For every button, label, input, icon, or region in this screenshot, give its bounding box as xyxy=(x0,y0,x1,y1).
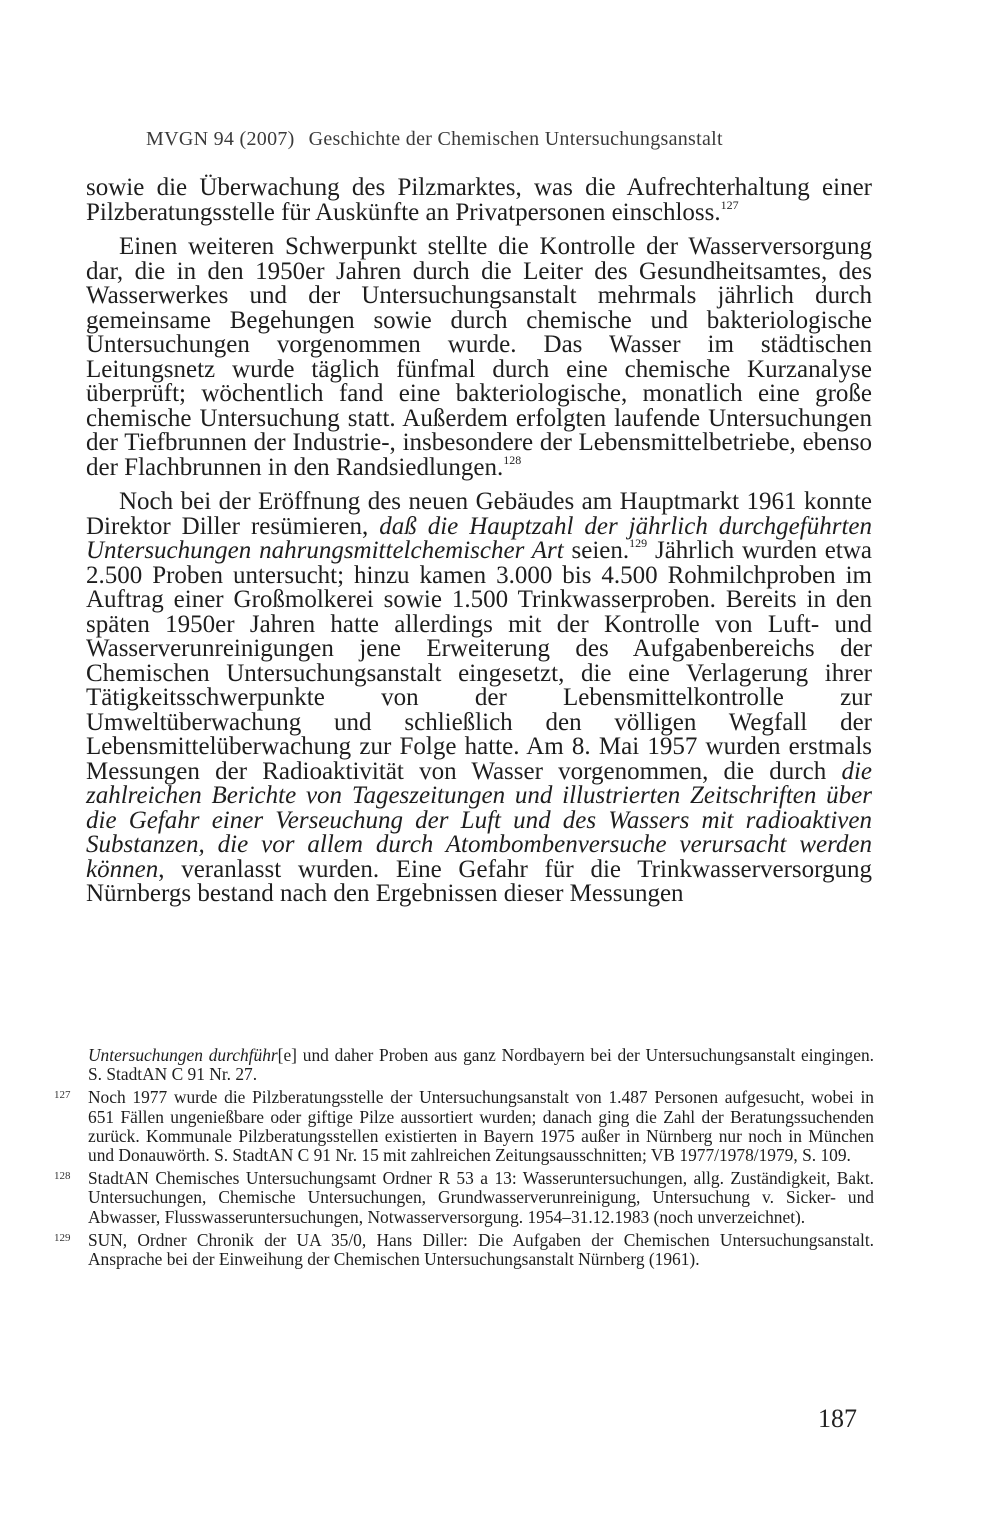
paragraph-text: Jährlich wurden etwa 2.500 Proben untersucht; hinzu kamen 3.000 bis 4.500 Rohmilchproben im Auftrag einer Großmolkerei sowie 1.500 Trinkwasserproben. Bereits in den späten 1950er Jahren hatte allerdings mit der Kontrolle von Luft- und Wasserverunreinigungen jene Erweiterung des Aufgabenbereichs der Chemischen Untersuchungsanstalt eingesetzt, die eine Verlagerung ihrer Tätigkeitsschwerpunkte von der Lebensmittelkontrolle zur Umweltüberwachung und schließlich den völligen Wegfall der Lebensmittelüberwachung zur Folge hatte. Am 8. Mai 1957 wurden erstmals Messungen der Radioaktivität von Wasser vorgenommen, die durch xyxy=(86,537,872,785)
footnote-ref-128[interactable]: 128 xyxy=(503,452,522,467)
quotation-italic: die zahlreichen Berichte von Tageszeitungen und illustrierten Zeitschriften über die Gefahr einer Verseuchung der Luft und des Wassers mit radioaktiven Substanzen, die vor allem durch Atombombenversuche verursacht werden können xyxy=(86,757,872,883)
footnote-129 xyxy=(54,1229,874,1270)
quotation-italic: daß die Hauptzahl der jährlich durchgeführten Untersuchungen nahrungsmittelchemischer Art xyxy=(86,512,872,564)
footnote-ref-129[interactable]: 129 xyxy=(629,536,648,550)
footnote-italic: Untersuchungen durchführ xyxy=(88,1045,278,1065)
footnote-128 xyxy=(54,1168,874,1227)
footnotes xyxy=(54,1045,874,1270)
paragraph-2 xyxy=(86,235,872,480)
footnote-ref-127[interactable]: 127 xyxy=(720,197,739,212)
paragraph-text: Einen weiteren Schwerpunkt stellte die Kontrolle der Wasserversorgung dar, die in den 1950er Jahren durch die Leiter des Gesundheitsamtes, des Wasserwerkes und der Untersuchungsanstalt mehrmals jährlich durch gemeinsame Begehungen sowie durch chemische und bakteriologische Untersuchungen vorgenommen wurde. Das Wasser im städtischen Leitungsnetz wurde täglich fünfmal durch eine chemische Kurzanalyse überprüft; wöchentlich fand eine bakteriologische, monatlich eine große chemische Untersuchung statt. Außerdem erfolgten laufende Untersuchungen der Tiefbrunnen der Industrie-, insbesondere der Lebensmittelbetriebe, ebenso der Flachbrunnen in den Randsiedlungen. xyxy=(86,233,872,481)
footnote-number: 127 xyxy=(54,1089,71,1102)
footnote-number: 128 xyxy=(54,1170,71,1183)
paragraph-1 xyxy=(86,176,872,225)
page-number: 187 xyxy=(818,1404,857,1433)
footnote-text: SUN, Ordner Chronik der UA 35/0, Hans Diller: Die Aufgaben der Chemischen Untersuchungsanstalt. Ansprache bei der Einweihung der Chemischen Untersuchungsanstalt Nürnberg (1961). xyxy=(88,1229,874,1270)
running-head xyxy=(146,128,866,151)
footnote-number: 129 xyxy=(54,1231,71,1244)
paragraph-text: sowie die Überwachung des Pilzmarktes, was die Aufrechterhaltung einer Pilzberatungsstelle für Auskünfte an Privatpersonen einschloss. xyxy=(86,174,872,226)
footnote-127 xyxy=(54,1087,874,1166)
main-text xyxy=(86,176,872,907)
footnote-continuation xyxy=(88,1046,874,1084)
footnote-text: und daher Proben aus ganz Nordbayern bei der Untersuchungsanstalt eingingen. S. StadtAN C 91 Nr. 27. xyxy=(88,1045,874,1085)
journal-reference: MVGN 94 (2007) xyxy=(146,128,295,150)
paragraph-text: seien. xyxy=(563,537,630,564)
running-title: Geschichte der Chemischen Untersuchungsanstalt xyxy=(308,128,723,150)
paragraph-3 xyxy=(86,490,872,907)
footnote-text: StadtAN Chemisches Untersuchungsamt Ordner R 53 a 13: Wasseruntersuchungen, allg. Zuständigkeit, Bakt. Untersuchungen, Chemische Untersuchungen, Grundwasserverunreinigung, Untersuchung v. Sicker- und Abwasser, Flusswasseruntersuchungen, Notwasserversorgung. 1954–31.12.1983 (noch unverzeichnet). xyxy=(88,1168,874,1227)
footnote-bracket: [e] xyxy=(277,1045,297,1065)
paragraph-text: , veranlasst wurden. Eine Gefahr für die Trinkwasserversorgung Nürnbergs bestand nach den Ergebnissen dieser Messungen xyxy=(86,855,872,907)
footnote-text: Noch 1977 wurde die Pilzberatungsstelle der Untersuchungsanstalt von 1.487 Personen aufgesucht, wobei in 651 Fällen ungenießbare oder giftige Pilze aussortiert wurden; danach ging die Zahl der Beratungssuchenden zurück. Kommunale Pilzberatungsstellen existierten in Bayern 1975 außer in Nürnberg nur noch in München und Donauwörth. S. StadtAN C 91 Nr. 15 mit zahlreichen Zeitungsausschnitten; VB 1977/1978/1979, S. 109. xyxy=(88,1087,874,1166)
paragraph-text: Noch bei der Eröffnung des neuen Gebäudes am Hauptmarkt 1961 konnte Direktor Diller resümieren, xyxy=(86,488,872,540)
